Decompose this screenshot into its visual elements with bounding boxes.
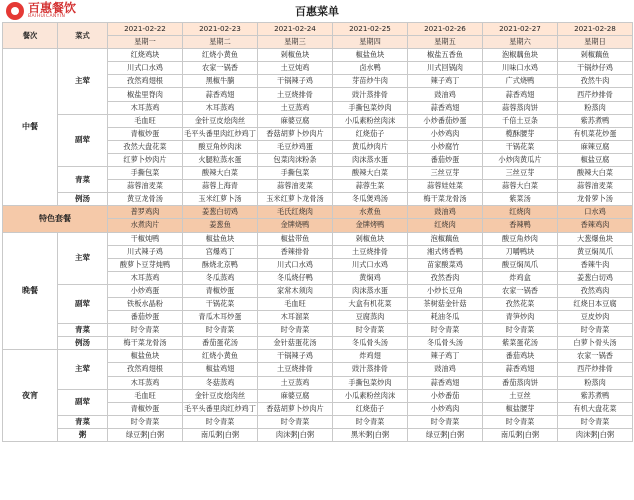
- dish-cell: 千倍土豆条: [483, 114, 558, 127]
- category-label: 例汤: [58, 337, 108, 350]
- dish-cell: 龙骨萝卜汤: [558, 193, 633, 206]
- night-row: [3, 428, 633, 441]
- date-header: 2021-02-28: [558, 23, 633, 36]
- dish-cell: 蒜蓉上海青: [183, 180, 258, 193]
- dish-cell: 耗油冬瓜: [408, 311, 483, 324]
- special-dish-cell: 香辣鸡肉: [558, 219, 633, 232]
- dish-cell: 梅干菜龙骨汤: [108, 337, 183, 350]
- page-header: [0, 0, 634, 22]
- dinner-row: [3, 337, 633, 350]
- dish-cell: 木耳蒸鸡: [108, 376, 183, 389]
- dish-cell: 蒜香鸡翅: [408, 376, 483, 389]
- dish-cell: 农家一锅香: [183, 62, 258, 75]
- dish-cell: 孜然牛肉: [558, 75, 633, 88]
- weekday-header: 星期六: [483, 36, 558, 49]
- dish-cell: 铁板水晶粉: [108, 297, 183, 310]
- dish-cell: 香辣排骨: [258, 245, 333, 258]
- dish-cell: 宫爆鸡丁: [183, 245, 258, 258]
- meal-label: 中餐: [3, 49, 58, 206]
- dish-cell: 家常木须肉: [258, 284, 333, 297]
- weekday-header: 星期三: [258, 36, 333, 49]
- category-label: 副荤: [58, 284, 108, 323]
- dish-cell: 孜然大盘花菜: [108, 140, 183, 153]
- dish-cell: 火腿粒蒸水蛋: [183, 153, 258, 166]
- weekday-header: 星期五: [408, 36, 483, 49]
- special-label: 特色套餐: [3, 206, 108, 232]
- dish-cell: 小炒腐竹: [408, 140, 483, 153]
- date-header: 2021-02-24: [258, 23, 333, 36]
- dish-cell: 土豆丝: [483, 389, 558, 402]
- dish-cell: 黄焖鸡: [333, 271, 408, 284]
- date-header: 2021-02-25: [333, 23, 408, 36]
- dish-cell: 冬瓜骨头汤: [333, 337, 408, 350]
- dish-cell: 手撕包菜: [108, 167, 183, 180]
- dish-cell: 农家一锅香: [558, 350, 633, 363]
- dish-cell: 三丝豆芽: [483, 167, 558, 180]
- dish-cell: 酸辣大白菜: [183, 167, 258, 180]
- dish-cell: 大盒有机花菜: [333, 297, 408, 310]
- dish-cell: 小炒番茄炒蛋: [408, 114, 483, 127]
- dish-cell: 孜然鸡翅根: [108, 75, 183, 88]
- dish-cell: 酸萝卜豆芽炖鸭: [108, 258, 183, 271]
- dish-cell: 肉沫蒸水蛋: [333, 153, 408, 166]
- special-dish-cell: 水煮肉片: [108, 219, 183, 232]
- dish-cell: 干锅辣子鸡: [258, 350, 333, 363]
- dish-cell: 酥烧北京鸭: [183, 258, 258, 271]
- dinner-row: [3, 324, 633, 337]
- dish-cell: 冬瓜煲鸡汤: [333, 193, 408, 206]
- dish-cell: 粉蒸肉: [558, 101, 633, 114]
- special-dish-cell: 红烧肉: [483, 206, 558, 219]
- dish-cell: 青瓜木耳炒蛋: [183, 311, 258, 324]
- dish-cell: 干锅花菜: [483, 140, 558, 153]
- dish-cell: 木耳蒸鸡: [108, 101, 183, 114]
- dish-cell: 土豆烧排骨: [333, 245, 408, 258]
- dish-cell: 青椒炒蛋: [108, 127, 183, 140]
- special-dish-cell: 金牌烧鸭: [258, 219, 333, 232]
- night-row: [3, 350, 633, 363]
- dish-cell: 蒜蓉大白菜: [483, 180, 558, 193]
- special-dish-cell: 口水鸡: [558, 206, 633, 219]
- dish-cell: 干锅辣子鸡: [258, 75, 333, 88]
- dish-cell: 南瓜粥|白粥: [183, 428, 258, 441]
- dish-cell: 青椒炒蛋: [108, 402, 183, 415]
- category-label: 副荤: [58, 389, 108, 415]
- dish-cell: 豆腐蒸肉: [333, 311, 408, 324]
- dish-cell: 孜然鸡肉: [558, 284, 633, 297]
- lunch-row: [3, 114, 633, 127]
- dish-cell: 金针菇蛋花汤: [258, 337, 333, 350]
- dish-cell: 蒜蓉油麦菜: [258, 180, 333, 193]
- dish-cell: 西芹炒排骨: [558, 363, 633, 376]
- dish-cell: 广式烧鸭: [483, 75, 558, 88]
- dish-cell: 肉沫粥|白粥: [558, 428, 633, 441]
- dish-cell: 孜然香肉: [408, 271, 483, 284]
- date-header: 2021-02-22: [108, 23, 183, 36]
- dish-cell: 豉油鸡: [408, 363, 483, 376]
- dish-cell: 土豆烧排骨: [258, 363, 333, 376]
- dish-cell: 蒜香鸡翅: [408, 101, 483, 114]
- dish-cell: 土豆蒸鸡: [258, 101, 333, 114]
- dish-cell: 椒盐腰芽: [483, 402, 558, 415]
- dish-cell: 酸辣大白菜: [558, 167, 633, 180]
- dish-cell: 川式口水鸡: [333, 258, 408, 271]
- logo-name: 百惠餐饮: [28, 1, 77, 16]
- dish-cell: 泡椒藕鱼: [408, 232, 483, 245]
- dish-cell: 红萝卜炒肉片: [108, 153, 183, 166]
- category-label: 主荤: [58, 49, 108, 114]
- dish-cell: 紫苏煮鸭: [558, 114, 633, 127]
- category-label: 青菜: [58, 324, 108, 337]
- dinner-row: [3, 284, 633, 297]
- dish-cell: 冬菇蒸鸡: [183, 376, 258, 389]
- dish-cell: 辣子鸡丁: [408, 75, 483, 88]
- night-row: [3, 389, 633, 402]
- dish-cell: 椒盐鸡翅: [183, 363, 258, 376]
- dish-cell: 刀嚼鸭块: [483, 245, 558, 258]
- dish-cell: 时令青菜: [183, 415, 258, 428]
- dish-cell: 小炒长豆角: [408, 284, 483, 297]
- dish-cell: 酸豆角炒肉沫: [183, 140, 258, 153]
- menu-table: [2, 22, 633, 442]
- dish-cell: 小瓜素粉丝肉沫: [333, 114, 408, 127]
- special-dish-cell: 姜葱鱼: [183, 219, 258, 232]
- weekday-header: 星期一: [108, 36, 183, 49]
- category-label: 青菜: [58, 167, 108, 193]
- dish-cell: 酸豆焖凤爪: [483, 258, 558, 271]
- dish-cell: 时令青菜: [108, 324, 183, 337]
- dish-cell: 红烧鸡块: [108, 49, 183, 62]
- dish-cell: 豉汁蒸排骨: [333, 363, 408, 376]
- dish-cell: 蒜蓉生菜: [333, 180, 408, 193]
- dish-cell: 黑椒牛腩: [183, 75, 258, 88]
- dish-cell: 蒜蓉油麦菜: [558, 180, 633, 193]
- dish-cell: 椒盐鱼块: [108, 350, 183, 363]
- dish-cell: 西芹炒排骨: [558, 88, 633, 101]
- dish-cell: 包菜肉沫粉条: [258, 153, 333, 166]
- dish-cell: 香菇胡萝卜炒肉片: [258, 402, 333, 415]
- dish-cell: 椒盐五香鱼: [408, 49, 483, 62]
- header-row-dates: [3, 23, 633, 36]
- meal-header: 餐次: [3, 23, 58, 49]
- special-dish-cell: 金牌烤鸭: [333, 219, 408, 232]
- dish-cell: 番茄炒蛋: [408, 153, 483, 166]
- dish-cell: 番茄炒蛋: [108, 311, 183, 324]
- dish-cell: 黑米粥|白粥: [333, 428, 408, 441]
- dish-cell: 紫苏煮鸭: [558, 389, 633, 402]
- weekday-header: 星期二: [183, 36, 258, 49]
- page-title: 百惠菜单: [295, 5, 339, 18]
- date-header: 2021-02-26: [408, 23, 483, 36]
- dish-cell: 川式口水鸡: [258, 258, 333, 271]
- dish-cell: 冬瓜烧仔鸭: [258, 271, 333, 284]
- dish-cell: 剁椒藕鱼: [558, 49, 633, 62]
- dish-cell: 南瓜粥|白粥: [483, 428, 558, 441]
- dish-cell: 时令青菜: [258, 415, 333, 428]
- category-label: 主荤: [58, 350, 108, 389]
- dish-cell: 孜然鸡翅根: [108, 363, 183, 376]
- dish-cell: 时令青菜: [108, 415, 183, 428]
- dish-cell: 肉沫蒸水蛋: [333, 284, 408, 297]
- dish-cell: 椒盐鱼块: [333, 49, 408, 62]
- dish-cell: 时令青菜: [333, 415, 408, 428]
- dish-cell: 农家一锅香: [483, 284, 558, 297]
- dish-cell: 金针豆皮烩肉丝: [183, 114, 258, 127]
- dish-cell: 干椒炖鸭: [108, 232, 183, 245]
- category-label: 粥: [58, 428, 108, 441]
- dish-cell: 川味口水鸡: [483, 62, 558, 75]
- dish-cell: 番茄蒸肉饼: [483, 376, 558, 389]
- dish-cell: 土豆蒸鸡: [258, 376, 333, 389]
- dish-cell: 酸豆角炒肉: [483, 232, 558, 245]
- dish-cell: 红烧日本豆腐: [558, 297, 633, 310]
- dish-cell: 茶树菇金针菇: [408, 297, 483, 310]
- meal-label: 夜宵: [3, 350, 58, 442]
- dish-cell: 豉油鸡: [408, 88, 483, 101]
- dish-cell: 青椒炒蛋: [183, 284, 258, 297]
- dish-cell: 香菇胡萝卜炒肉片: [258, 127, 333, 140]
- dish-cell: 豆皮炒肉: [558, 311, 633, 324]
- special-dish-cell: 普罗鸡肉: [108, 206, 183, 219]
- dish-cell: 香辣牛肉: [558, 258, 633, 271]
- dish-cell: 孜然花菜: [483, 297, 558, 310]
- dish-cell: 黄豆龙骨汤: [108, 193, 183, 206]
- dish-cell: 黄瓜炒肉片: [333, 140, 408, 153]
- special-row: [3, 206, 633, 219]
- dish-cell: 蒜蓉蒸肉饼: [483, 101, 558, 114]
- dish-cell: 毛血旺: [108, 389, 183, 402]
- weekday-header: 星期四: [333, 36, 408, 49]
- category-label: 主荤: [58, 232, 108, 284]
- dish-cell: 肉沫粥|白粥: [258, 428, 333, 441]
- dish-cell: 紫菜蛋花汤: [483, 337, 558, 350]
- dish-cell: 番茄蛋花汤: [183, 337, 258, 350]
- logo-subtitle: BAIHUICANYIN: [28, 14, 66, 20]
- dish-cell: 椒盐带鱼: [258, 232, 333, 245]
- dish-cell: 椒盐豆腐: [558, 153, 633, 166]
- dish-cell: 辣子鸡丁: [408, 350, 483, 363]
- dish-cell: 毛平头番里肉红炒鸡丁: [183, 127, 258, 140]
- dish-cell: 小炒鸡蛋: [108, 284, 183, 297]
- special-dish-cell: 毛氏红烧肉: [258, 206, 333, 219]
- dish-cell: 时令青菜: [408, 415, 483, 428]
- lunch-row: [3, 167, 633, 180]
- meal-label: 晚餐: [3, 232, 58, 350]
- dish-cell: 麻辣豆腐: [558, 140, 633, 153]
- dish-cell: 时令青菜: [558, 324, 633, 337]
- dish-cell: 冬瓜骨头汤: [408, 337, 483, 350]
- dish-cell: 椒盐鱼块: [183, 232, 258, 245]
- dish-cell: 时令青菜: [333, 324, 408, 337]
- dish-cell: 梅干菜龙骨汤: [408, 193, 483, 206]
- dish-cell: 紫菜汤: [483, 193, 558, 206]
- dish-cell: 湘式烤香鸭: [408, 245, 483, 258]
- dish-cell: 蒜香鸡翅: [483, 363, 558, 376]
- night-row: [3, 415, 633, 428]
- dish-cell: 小炒鸡肉: [408, 127, 483, 140]
- dish-cell: 毛血旺: [258, 297, 333, 310]
- dish-cell: 玉米红萝卜龙骨汤: [258, 193, 333, 206]
- dish-cell: 蒜香鸡翅: [483, 88, 558, 101]
- dish-cell: 川式口水鸡: [108, 62, 183, 75]
- dish-cell: 豉汁蒸排骨: [333, 88, 408, 101]
- dish-cell: 毛血旺: [108, 114, 183, 127]
- dish-cell: 剁椒鱼块: [258, 49, 333, 62]
- weekday-header: 星期日: [558, 36, 633, 49]
- special-dish-cell: 水煮鱼: [333, 206, 408, 219]
- dish-cell: 泡椒藕鱼块: [483, 49, 558, 62]
- dish-cell: 手撕包菜炒肉: [333, 101, 408, 114]
- dish-cell: 土豆炖鸡: [258, 62, 333, 75]
- category-label: 副荤: [58, 114, 108, 166]
- dish-cell: 手撕包菜炒肉: [333, 376, 408, 389]
- dish-cell: 毛平头番里肉红炒鸡丁: [183, 402, 258, 415]
- dish-cell: 川式辣子鸡: [108, 245, 183, 258]
- dish-cell: 椒盐里脊肉: [108, 88, 183, 101]
- dish-cell: 时令青菜: [558, 415, 633, 428]
- dish-cell: 青笋炒肉: [483, 311, 558, 324]
- dish-cell: 绿豆粥|白粥: [108, 428, 183, 441]
- dish-cell: 炸鸡盒: [483, 271, 558, 284]
- dish-cell: 干锅花菜: [183, 297, 258, 310]
- dish-cell: 酸辣大白菜: [333, 167, 408, 180]
- dish-cell: 白萝卜骨头汤: [558, 337, 633, 350]
- dish-cell: 芽苗炒牛肉: [333, 75, 408, 88]
- dish-cell: 冬瓜蒸鸡: [183, 271, 258, 284]
- dish-cell: 绿豆粥|白粥: [408, 428, 483, 441]
- date-header: 2021-02-27: [483, 23, 558, 36]
- lunch-row: [3, 193, 633, 206]
- lunch-row: [3, 49, 633, 62]
- dish-cell: 川式回锅肉: [408, 62, 483, 75]
- category-label: 例汤: [58, 193, 108, 206]
- dish-cell: 炸鸡翅: [333, 350, 408, 363]
- dish-cell: 红烧茄子: [333, 127, 408, 140]
- dish-cell: 蒜蓉油麦菜: [108, 180, 183, 193]
- dish-cell: 蒜蓉娃娃菜: [408, 180, 483, 193]
- dinner-row: [3, 232, 633, 245]
- category-label: 青菜: [58, 415, 108, 428]
- dish-cell: 小炒番茄: [408, 389, 483, 402]
- dish-cell: 木耳蒸鸡: [108, 271, 183, 284]
- dish-cell: 麻婆豆腐: [258, 114, 333, 127]
- dish-cell: 卤水鸭: [333, 62, 408, 75]
- dish-cell: 红烧茄子: [333, 402, 408, 415]
- dish-cell: 时令青菜: [483, 415, 558, 428]
- dish-cell: 苗家酸菜鸡: [408, 258, 483, 271]
- dish-cell: 时令青菜: [258, 324, 333, 337]
- category-header: 菜式: [58, 23, 108, 49]
- date-header: 2021-02-23: [183, 23, 258, 36]
- dish-cell: 小炒鸡肉: [408, 402, 483, 415]
- special-dish-cell: 豉油鸡: [408, 206, 483, 219]
- dish-cell: 黄豆焖凤爪: [558, 245, 633, 258]
- special-dish-cell: 红烧肉: [408, 219, 483, 232]
- dish-cell: 有机大盘花菜: [558, 402, 633, 415]
- dish-cell: 剁椒鱼块: [333, 232, 408, 245]
- dish-cell: 手撕包菜: [258, 167, 333, 180]
- dish-cell: 时令青菜: [408, 324, 483, 337]
- dish-cell: 番茄鸡块: [483, 350, 558, 363]
- dish-cell: 三丝豆芽: [408, 167, 483, 180]
- special-dish-cell: 姜葱白切鸡: [183, 206, 258, 219]
- dish-cell: 小瓜素粉丝肉沫: [333, 389, 408, 402]
- dish-cell: 金针豆皮烩肉丝: [183, 389, 258, 402]
- dish-cell: 红烧小黄鱼: [183, 49, 258, 62]
- dish-cell: 土豆烧排骨: [258, 88, 333, 101]
- dish-cell: 时令青菜: [183, 324, 258, 337]
- dish-cell: 红烧小黄鱼: [183, 350, 258, 363]
- dish-cell: 蒜香鸡翅: [183, 88, 258, 101]
- dish-cell: 木耳蒸鸡: [183, 101, 258, 114]
- dish-cell: 大葱爆鱼块: [558, 232, 633, 245]
- dish-cell: 榄酥腰芽: [483, 127, 558, 140]
- dish-cell: 干锅炒仔鸡: [558, 62, 633, 75]
- dish-cell: 毛豆炒鸡蛋: [258, 140, 333, 153]
- dish-cell: 麻婆豆腐: [258, 389, 333, 402]
- dish-cell: 玉米红萝卜汤: [183, 193, 258, 206]
- dish-cell: 小炒肉黄瓜片: [483, 153, 558, 166]
- dish-cell: 有机菜花炒蛋: [558, 127, 633, 140]
- dish-cell: 姜葱白切鸡: [558, 271, 633, 284]
- dish-cell: 时令青菜: [483, 324, 558, 337]
- dish-cell: 粉蒸肉: [558, 376, 633, 389]
- special-dish-cell: 香辣鸭: [483, 219, 558, 232]
- dish-cell: 木耳溜菜: [258, 311, 333, 324]
